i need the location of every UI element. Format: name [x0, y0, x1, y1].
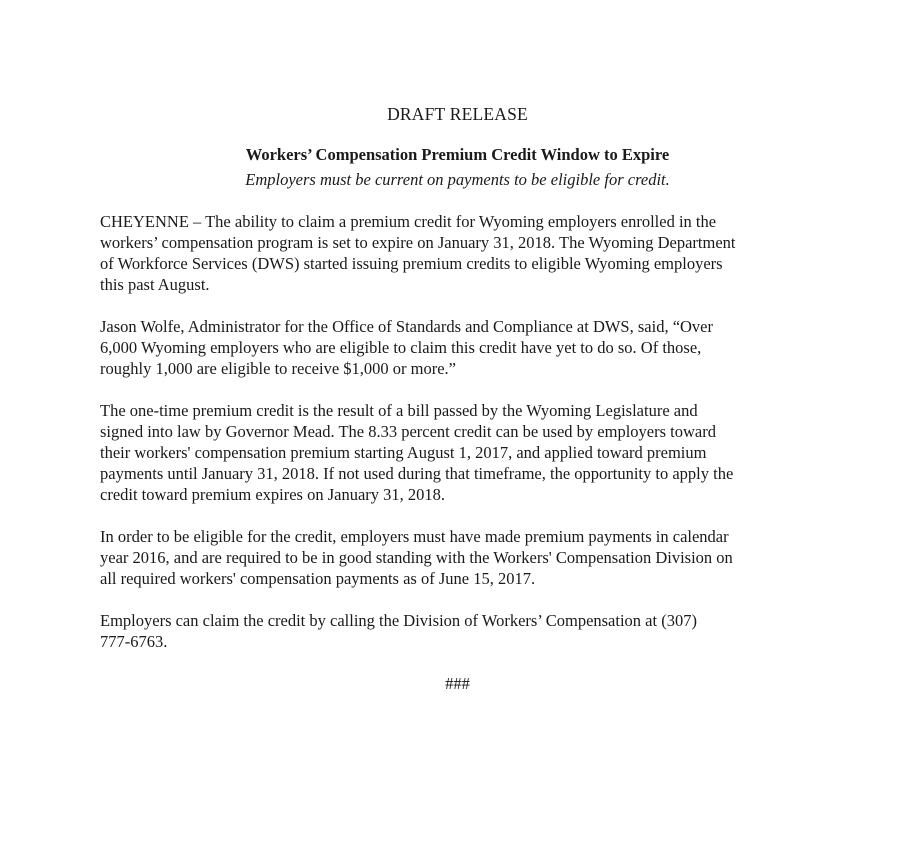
text-line: this past August.: [100, 275, 210, 294]
text-line: Jason Wolfe, Administrator for the Office of Standards and Compliance at DWS, said, “Over: [100, 317, 713, 336]
paragraph-contact: [100, 610, 815, 652]
text-line: payments until January 31, 2018. If not used during that timeframe, the opportunity to apply the: [100, 464, 734, 483]
text-line: In order to be eligible for the credit, employers must have made premium payments in calendar: [100, 527, 729, 546]
paragraph-eligibility: [100, 526, 815, 589]
text-line: roughly 1,000 are eligible to receive $1,000 or more.”: [100, 359, 457, 378]
text-line: all required workers' compensation payments as of June 15, 2017.: [100, 569, 536, 588]
paragraph-credit-details: [100, 400, 815, 505]
text-line: 6,000 Wyoming employers who are eligible to claim this credit have yet to do so. Of those,: [100, 338, 702, 357]
headline: Workers’ Compensation Premium Credit Window to Expire: [245, 145, 670, 164]
subheadline: Employers must be current on payments to be eligible for credit.: [245, 170, 670, 189]
release-label: DRAFT RELEASE: [387, 104, 528, 124]
text-line: of Workforce Services (DWS) started issuing premium credits to eligible Wyoming employers: [100, 254, 723, 273]
text-line: their workers' compensation premium starting August 1, 2017, and applied toward premium: [100, 443, 707, 462]
paragraph-quote: [100, 316, 815, 379]
text-line: Employers can claim the credit by calling the Division of Workers’ Compensation at (307): [100, 611, 697, 630]
text-line: credit toward premium expires on January 31, 2018.: [100, 485, 446, 504]
text-line: CHEYENNE – The ability to claim a premium credit for Wyoming employers enrolled in the: [100, 212, 717, 231]
paragraph-cheyenne: [100, 211, 815, 295]
text-line: 777-6763.: [100, 632, 168, 651]
end-mark: ###: [445, 674, 470, 693]
text-line: signed into law by Governor Mead. The 8.33 percent credit can be used by employers toward: [100, 422, 716, 441]
text-line: year 2016, and are required to be in good standing with the Workers' Compensation Division on: [100, 548, 733, 567]
body-text: [100, 211, 815, 694]
text-line: The one-time premium credit is the result of a bill passed by the Wyoming Legislature and: [100, 401, 698, 420]
text-line: workers’ compensation program is set to expire on January 31, 2018. The Wyoming Department: [100, 233, 736, 252]
